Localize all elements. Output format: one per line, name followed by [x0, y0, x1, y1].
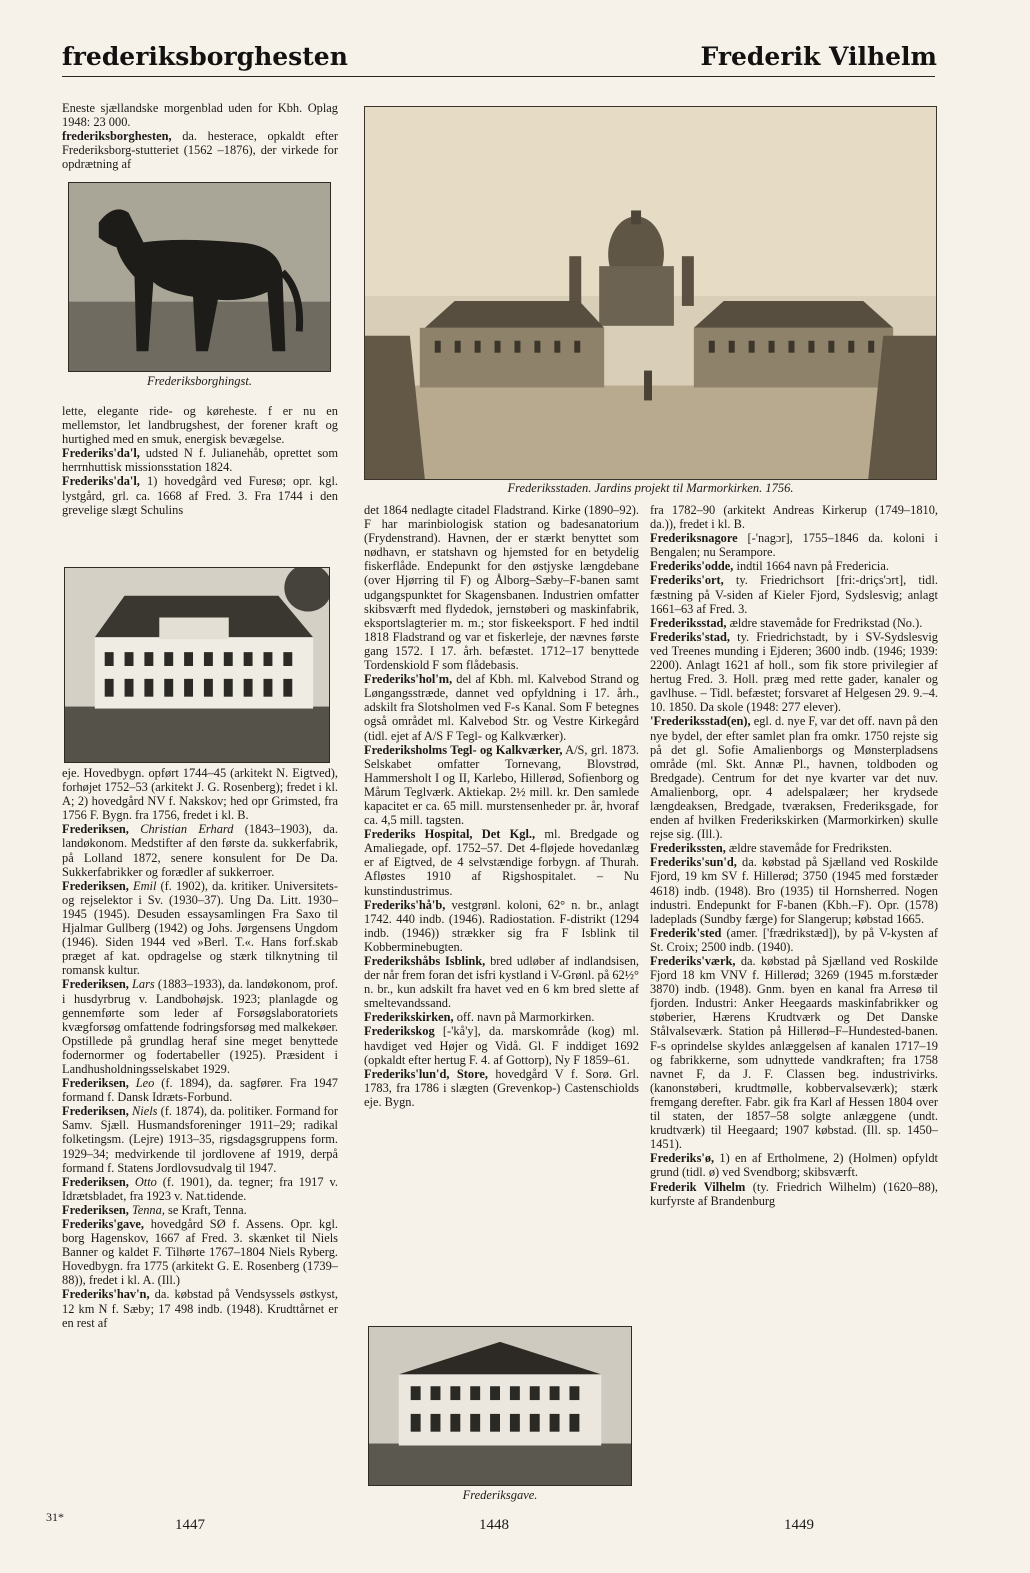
entry	[650, 954, 938, 1151]
entry-text: indtil 1664 navn på Fredericia.	[733, 559, 889, 574]
entry	[62, 879, 338, 978]
entry-text: off. navn på Marmorkirken.	[453, 1010, 595, 1025]
entry-name: Otto	[128, 1174, 157, 1189]
entry	[364, 1010, 639, 1024]
entry-headword: Frederiks'da'l,	[62, 446, 140, 461]
frederiksgave-photo	[368, 1326, 632, 1486]
entry-headword: Frederiks'sun'd,	[650, 855, 737, 870]
entry-headword: Frederikskog	[364, 1024, 435, 1039]
entry-text: da. købstad på Sjælland ved Roskilde Fjord 18 km VNV f. Hillerød; 3269 (1945 m.forstæder 3870) indb. (1948). Gnm. byen en kanal fra Arresø til fjorden. Industri: Anker Heegaards maskinfabrikker og støberier, Hærens Krudtværk og Det Danske Stålvalseværk. Station på Hillerød–F–Hundested-banen. F-s oprindelse skyldes anlæggelsen af kanalen 1717–19 og fabrikkerne, som udnyttede vandkraften; fra 1758 navnet F, da J. F. Classen beg. industrivirks. (kanonstøberi, krudtmølle, kobbervalseværk); stærk fremgang derefter. Fabr. gik fra Karl af Hessen 1804 over til staten, der 1857–58 solgte anlæggene (undt. krudtværk) til Heegaard; 1907 købstad. (Ill. sp. 1450–1451).	[650, 954, 938, 1152]
entry-headword: Frederiks Hospital, Det Kgl.,	[364, 827, 536, 842]
page-number-2: 1448	[479, 1517, 509, 1533]
entry-headword: Frederiks'da'l,	[62, 474, 140, 489]
entry-text: det 1864 nedlagte citadel Fladstrand. Kirke (1890–92). F har marinbiologisk station og badesanatorium (Frydenstrand). Havnen, der er stærkt benyttet som nødhavn, er statshavn og hjemsted for en betydelig fiskerflåde. Endepunkt for den østjyske længdebane (over Hjørring til F) og Ålborg–Sæby–F-banen samt udgangspunktet for Skagensbanen. Industrien omfatter skibsværft med flydedok, jernstøberi og maskinfabrik, eksportslagterier m. m.; stor fiskeeksport. F hed indtil 1818 Fladstrand og var et fiskerleje, der nævnes første gang 1572. I 17. årh. befæstet. 1712–17 benyttede Tordenskiold F som flådebasis.	[364, 503, 639, 673]
entry-text: [-'kå'y], da. marskområde (kog) ml. havdiget ved Højer og Vidå. Gl. F inddiget 1692 (opkaldt efter hertug F. 4. af Gottorp), Ny F 1859–61.	[364, 1024, 639, 1067]
entry-name: Lars	[128, 977, 155, 992]
entry-name: Leo	[128, 1076, 155, 1091]
entry-headword: Frederiksen,	[62, 1104, 129, 1119]
entry-headword: Frederikssten,	[650, 841, 726, 856]
entry-headword: Frederiks'odde,	[650, 559, 734, 574]
horse-photo	[68, 182, 331, 372]
entry-text: fra 1782–90 (arkitekt Andreas Kirkerup (1749–1810, da.)), fredet i kl. B.	[650, 503, 938, 532]
entry-text: (f. 1901), da. tegner; fra 1917 v. Idrætsbladet, fra 1923 v. Nat.tidende.	[62, 1174, 338, 1203]
entry-text: da. hesterace, opkaldt efter Frederiksborg-stutteriet (1562 –1876), der virkede for opdrætning af	[62, 129, 338, 172]
entry-headword: Frederiksen,	[62, 1076, 129, 1091]
entry-text: ty. Friedrichstadt, by i SV-Sydslesvig ved Treenes munding i Ejderen; 3600 indb. (1946; 1939: 2200). Anlagt 1621 af holl., som fik store privilegier af hertug Fred. 3. Holl. præg med rette gader, kanaler og gavlhuse. – Tidl. befæstet; forsvaret af Helgesen 29. 9.–4. 10. 1850. Da skole (1948: 277 elever).	[650, 629, 938, 715]
entry-text: Eneste sjællandske morgenblad uden for Kbh. Oplag 1948: 23 000.	[62, 101, 338, 130]
header-rule	[62, 76, 935, 77]
entry	[62, 1175, 338, 1203]
entry	[62, 474, 338, 516]
entry	[650, 573, 938, 615]
entry-text: (1843–1903), da. landøkonom. Medstifter af den første da. sukkerfabrik, på Lolland 1872, senere konsulent for De Da. Sukkerfabrikker og forædler af sukkerroer.	[62, 822, 338, 879]
entry-headword: Frederiks'hå'b,	[364, 897, 446, 912]
entry-name: Christian Erhard	[128, 822, 234, 837]
entry	[364, 672, 639, 742]
entry	[62, 1287, 338, 1329]
entry-headword: Frederiksen,	[62, 878, 129, 893]
entry	[62, 129, 338, 171]
entry-text: ældre stavemåde for Fredriksten.	[725, 841, 893, 856]
page-number-1: 1447	[175, 1517, 205, 1533]
column-1-middle	[62, 404, 338, 517]
entry	[62, 446, 338, 474]
column-3	[650, 503, 938, 1208]
entry-text: hovedgård V f. Sorø. Grl. 1783, fra 1786 i slægten (Grevenkop-) Castenschiolds eje. Bygn.	[364, 1066, 639, 1109]
entry	[364, 827, 639, 897]
entry-text: (amer. ['frædrikstæd]), by på V-kysten af St. Croix; 2500 indb. (1940).	[650, 925, 938, 954]
entry-headword: Frederikshåbs Isblink,	[364, 954, 486, 968]
entry-name: Tenna,	[128, 1202, 165, 1217]
entry	[650, 855, 938, 925]
entry-headword: 'Frederiksstad(en),	[650, 714, 751, 729]
page-number-3: 1449	[784, 1517, 814, 1533]
entry-text: egl. d. nye F, var det off. navn på den nye bydel, der efter samlet plan fra omkr. 1750 rejste sig på det gl. Sofie Amalienborgs og Mønsterpladsens område (ml. Skt. Annæ Pl., havnen, toldboden og Bredgade). Centrum for det nye kvarter var det nuv. Amalienborg, opr. 4 adelspalæer; her krydsede længdeaksen, Bredgade, tværaksen, Frederiksgade, for enden af hvilken Frederikskirken (Marmorkirken) skulle rejse sig. (Ill.).	[650, 714, 938, 842]
entry	[62, 822, 338, 878]
entry-text: ty. Friedrichsort [fri:-driçs'ɔrt], tidl. fæstning på V-siden af Kieler Fjord, Sydslesvig; anlagt 1661–63 af Fred. 3.	[650, 573, 938, 616]
entry	[62, 1104, 338, 1174]
entry-text: vestgrønl. koloni, 62° n. br., anlagt 1742. 440 indb. (1946). Radiostation. F-distrikt (1294 indb. (1946)) strækker sig fra F Isblink til Kobberminebugten.	[364, 897, 639, 954]
entry-text: 1) hovedgård ved Furesø; opr. kgl. lystgård, grl. ca. 1668 af Fred. 3. Fra 1744 i den grevelige slægt Schulins	[62, 474, 338, 517]
entry	[364, 954, 639, 1010]
entry-text: udsted N f. Julianehåb, oprettet som herrnhuttisk missionsstation 1824.	[62, 446, 338, 475]
running-head-left: frederiksborghesten	[62, 42, 348, 71]
horse-caption: Frederiksborghingst.	[147, 374, 252, 388]
entry-text: 1) en af Ertholmene, 2) (Holmen) opfyldt grund (tidl. ø) ved Svendborg; skibsværft.	[650, 1151, 938, 1180]
entry	[364, 1067, 639, 1109]
entry	[650, 531, 938, 559]
entry-text: bred udløber af indlandsisen, der når frem foran det isfri kystland i V-Grønl. på 62½° n. br., kun adskilt fra havet ved en 6 km bred slette af smeltevandssand.	[364, 954, 639, 1011]
entry-text: A/S, grl. 1873. Selskabet omfatter Tornevang, Blovstrød, Hammersholt I og II, Karlebo, Hillerød, Sofienborg og Mårum Teglværk. Aktiekap. 2½ mill. kr. Den samlede kapacitet er ca. 65 mill. murstensenheder pr. år, hvoraf ca. 4,5 mill. tagsten.	[364, 742, 639, 828]
entry-headword: Frederiks'gave,	[62, 1217, 145, 1231]
running-head-right: Frederik Vilhelm	[700, 42, 937, 71]
entry	[650, 926, 938, 954]
signature-mark: 31*	[46, 1510, 64, 1524]
entry-headword: Frederiks'stad,	[650, 629, 730, 644]
entry	[650, 1180, 938, 1208]
entry-text: del af Kbh. ml. Kalvebod Strand og Løngangsstræde, dannet ved opfyldning i 17. årh., adskilt fra Slotsholmen ved F-s Kanal. Som F betegnes også området ml. Kalvebod Str. og Vestre Kirkegård (tidl. ejet af A/S F Tegl- og Kalkværker).	[364, 672, 639, 743]
entry-text: eje. Hovedbygn. opført 1744–45 (arkitekt N. Eigtved), forhøjet 1752–53 (arkitekt J. G. Rosenberg); fredet i kl. A; 2) hovedgård NV f. Nakskov; hed opr Grimsted, fra 1756 F. Bygn. fra 1756, fredet i kl. B.	[62, 766, 338, 823]
entry	[62, 1203, 338, 1217]
entry	[364, 743, 639, 828]
frederiksgave-caption: Frederiksgave.	[462, 1488, 538, 1502]
column-1-bottom	[62, 766, 338, 1330]
entry-text: da. købstad på Vendsyssels østkyst, 12 km N f. Sæby; 17 498 indb. (1948). Krudttårnet er en rest af	[62, 1287, 338, 1330]
entry-headword: Frederiksstad,	[650, 615, 727, 630]
column-2-top	[364, 503, 639, 1109]
frederiksstaden-caption: Frederiksstaden. Jardins projekt til Marmorkirken. 1756.	[507, 481, 794, 495]
entry-text: (f. 1894), da. sagfører. Fra 1947 formand f. Dansk Idræts-Forbund.	[62, 1076, 338, 1105]
entry-headword: Frederiksen,	[62, 822, 129, 837]
entry	[650, 841, 938, 855]
entry	[62, 1076, 338, 1104]
entry	[650, 559, 938, 573]
entry	[364, 1024, 639, 1066]
column-1-top	[62, 101, 338, 171]
entry-headword: Frederiksnagore	[650, 531, 738, 546]
entry-text: da. købstad på Sjælland ved Roskilde Fjord, 19 km SV f. Hillerød; 3750 (1945 med forstæder 4618) indb. (1948). Bro (1935) til Hornsherred. Nogen industri. Endepunkt for F-banen (Kbh.–F). Opr. (1578) ladeplads (Sundby færge) for Slangerup; købstad 1665.	[650, 855, 938, 926]
entry-headword: Frederiksen,	[62, 977, 129, 992]
entry	[650, 616, 938, 630]
entry	[650, 714, 938, 841]
entry-headword: Frederiks'ort,	[650, 573, 724, 588]
entry-name: Niels	[128, 1104, 158, 1119]
entry-text: lette, elegante ride- og køreheste. f er nu en mellemstor, let landbrugshest, der forener kraft og hurtighed med en smuk, energisk bevægelse.	[62, 404, 338, 447]
entry-text: ml. Bredgade og Amaliegade, opf. 1752–57. Det 4-fløjede hovedanlæg er af Eigtved, de 4 selvstændige forbygn. af Thurah. Afløstes 1910 af Rigshospitalet. – Nu kunstindustrimus.	[364, 827, 640, 898]
entry-headword: Frederiks'hav'n,	[62, 1287, 150, 1302]
entry-text: hovedgård SØ f. Assens. Opr. kgl. borg Hagenskov, 1667 af Fred. 3. skænket til Niels Banner og kaldet F. Tilhørte 1767–1804 Niels Ryberg. Hovedbygn. fra 1775 (arkitekt G. E. Rosenberg (1739–88)), fredet i kl. A. (Ill.)	[62, 1217, 338, 1288]
frederiksdal-photo	[64, 567, 330, 763]
entry-text: [-'nagɔr], 1755–1846 da. koloni i Bengalen; nu Serampore.	[650, 531, 938, 560]
entry	[650, 630, 938, 715]
entry-text: (f. 1902), da. kritiker. Universitets- og rejselektor i Sv. (1930–37). Ung Da. Litt. 1930–1945 (1945). Desuden essaysamlingen Fra Saxo til Hjalmar Gullberg (1942) og Johs. Jørgensens Ungdom (1946). Siden 1944 ved »Berl. T.«. Hans forf.skab præget af kat. opdragelse og stærk tilknytning til romansk kultur.	[62, 878, 338, 978]
entry-headword: Frederiksen,	[62, 1174, 129, 1189]
entry-headword: Frederiks'ø,	[650, 1151, 715, 1166]
entry	[62, 977, 338, 1076]
entry-text: ældre stavemåde for Fredrikstad (No.).	[726, 615, 923, 630]
entry	[650, 1151, 938, 1179]
entry-headword: Frederiks'hol'm,	[364, 672, 453, 687]
entry-headword: Frederiksholms Tegl- og Kalkværker,	[364, 742, 563, 757]
entry-text: (ty. Friedrich Wilhelm) (1620–88), kurfyrste af Brandenburg	[650, 1179, 938, 1208]
entry	[364, 898, 639, 954]
entry-headword: Frederikskirken,	[364, 1010, 454, 1025]
entry-headword: Frederik Vilhelm	[650, 1179, 746, 1194]
entry	[62, 1217, 338, 1287]
entry-headword: Frederiks'værk,	[650, 954, 736, 968]
entry-text: (1883–1933), da. landøkonom, prof. i husdyrbrug v. Landbohøjsk. 1923; planlagde og gennemførte som leder af Forsøgslaboratoriets kvægforsøg omfattende fodringsforsøg med malkekøer. Opstillede på grundlag heraf sine meget benyttede fodernormer og fodertabeller (1925). Præsident i Landhusholdningsselskabet 1929.	[62, 977, 339, 1076]
entry-headword: frederiksborghesten,	[62, 129, 172, 144]
entry-text: se Kraft, Tenna.	[164, 1202, 247, 1217]
frederiksstaden-engraving	[364, 106, 937, 480]
entry-headword: Frederiks'lun'd, Store,	[364, 1066, 488, 1081]
entry-name: Emil	[128, 878, 157, 893]
entry-headword: Frederiksen,	[62, 1202, 129, 1217]
entry-headword: Frederik'sted	[650, 925, 722, 940]
entry-text: (f. 1874), da. politiker. Formand for Samv. Sjæll. Husmandsforeninger 1911–29; radikal folketingsm. (Lejre) 1913–35, rigsdagsgruppens form. 1929–34; medvirkende til jordlovene af 1919, derpå formand f. Statens Jordlovsudvalg til 1947.	[62, 1104, 338, 1175]
